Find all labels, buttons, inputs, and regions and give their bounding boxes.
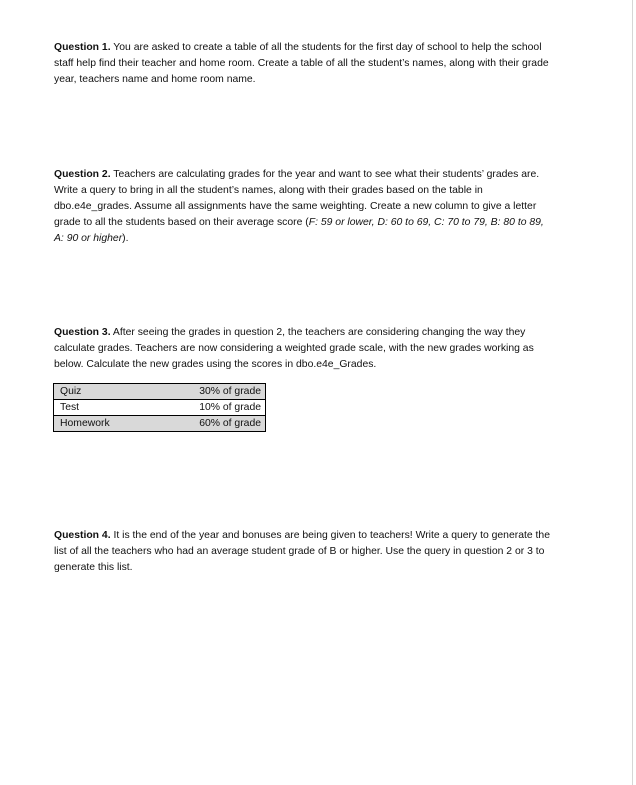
assignment-weight-cell: 30% of grade [151, 384, 265, 400]
question-3-label: Question 3. [54, 327, 111, 338]
table-row [54, 400, 266, 416]
question-3 [54, 325, 556, 373]
assignment-name-cell: Quiz [54, 384, 152, 400]
page-edge-line [632, 0, 633, 785]
question-4-text: It is the end of the year and bonuses are being given to teachers! Write a query to generate the list of all the teachers who had an average student grade of B or higher. Use the query in question 2 or 3 to generate this list. [54, 530, 550, 573]
table-row [54, 384, 266, 400]
assignment-name-cell: Homework [54, 416, 152, 432]
assignment-weight-cell: 60% of grade [151, 416, 265, 432]
assignment-name-cell: Test [54, 400, 152, 416]
question-2-text: Teachers are calculating grades for the year and want to see what their students’ grades are. Write a query to bring in all the student’s names, along with their grades based on the table in dbo.e4e_grades. Assume all assignments have the same weighting. Create a new column to give a letter grade to all the students based on their average score ( [54, 169, 540, 228]
assignment-weight-cell: 10% of grade [151, 400, 265, 416]
question-2-text-tail: ). [122, 233, 129, 244]
question-4 [54, 528, 556, 576]
table-row [54, 416, 266, 432]
question-2-label: Question 2. [54, 169, 111, 180]
question-3-text: After seeing the grades in question 2, the teachers are considering changing the way they calculate grades. Teachers are now considering a weighted grade scale, with the new grades working as below. Calculate the new grades using the scores in dbo.e4e_Grades. [54, 327, 534, 370]
question-1-label: Question 1. [54, 42, 111, 53]
question-2 [54, 167, 556, 247]
question-4-label: Question 4. [54, 530, 111, 541]
question-1 [54, 40, 556, 88]
question-2-grade-scale: F: 59 or lower, D: 60 to 69, C: 70 to 79, B: 80 to 89, A: 90 or higher [54, 217, 544, 244]
question-1-text: You are asked to create a table of all the students for the first day of school to help the school staff help find their teacher and home room. Create a table of all the student’s names, along with their grade year, teachers name and home room name. [54, 42, 549, 85]
grade-weights-table [53, 383, 266, 432]
